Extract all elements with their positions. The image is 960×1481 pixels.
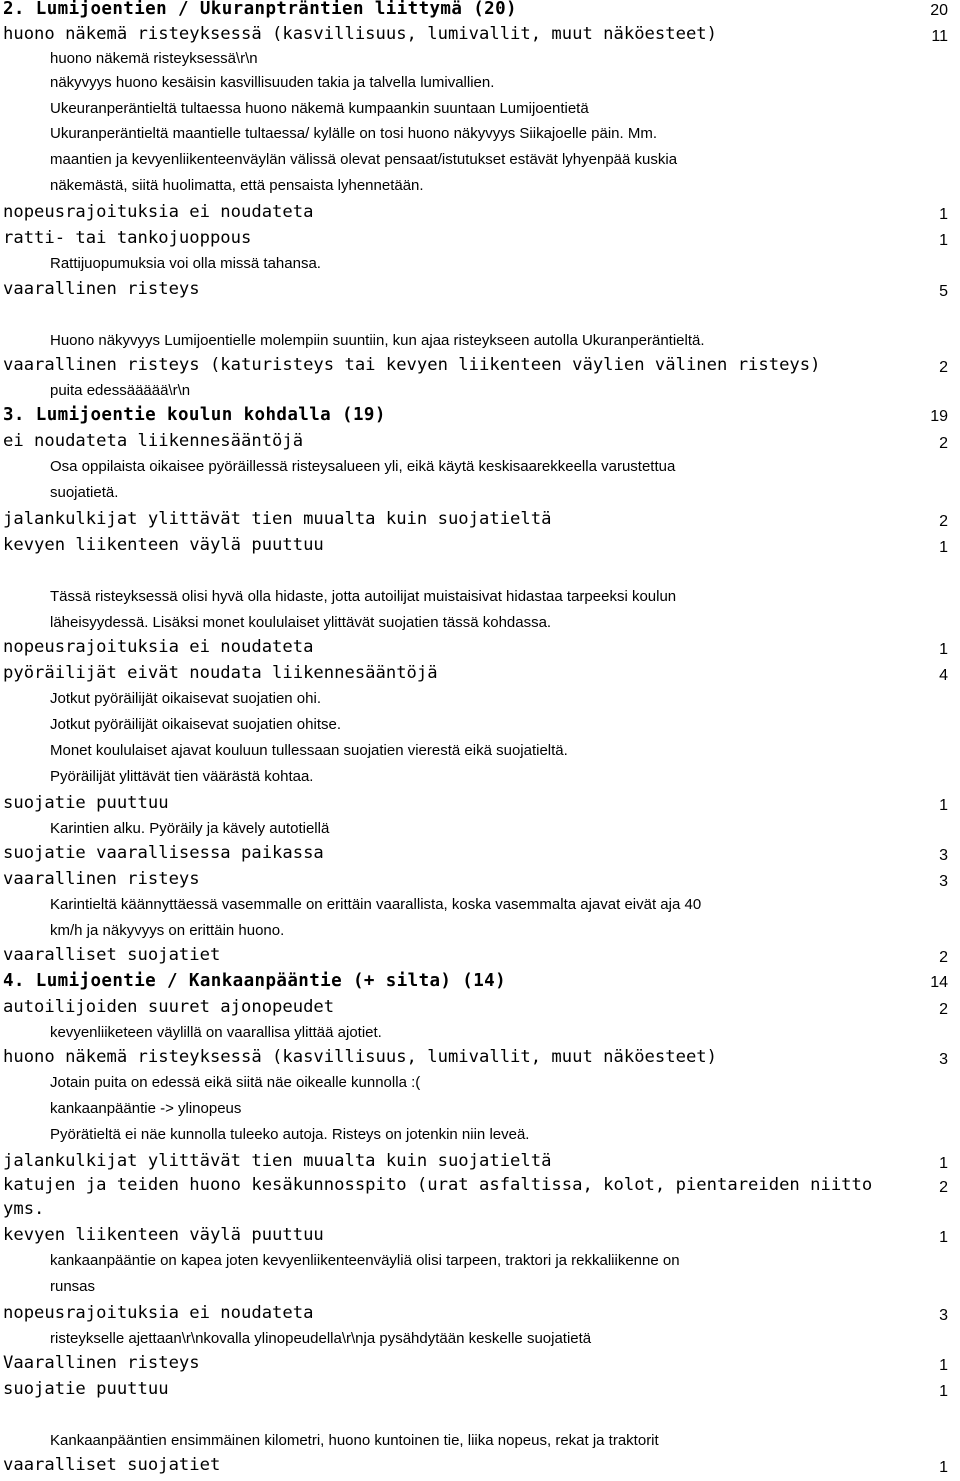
response-count: 19 bbox=[930, 408, 948, 425]
category-row: suojatie vaarallisessa paikassa bbox=[3, 843, 324, 863]
response-count: 2 bbox=[939, 435, 948, 452]
comment-line: runsas bbox=[50, 1278, 96, 1295]
response-count: 11 bbox=[931, 28, 948, 45]
response-count: 1 bbox=[939, 1155, 948, 1172]
comment-line: maantien ja kevyenliikenteenväylän välissä olevat pensaat/istutukset estävät lyhyenpää kuskia bbox=[50, 151, 678, 168]
category-row: huono näkemä risteyksessä (kasvillisuus, lumivallit, muut näköesteet) bbox=[3, 1047, 717, 1067]
category-row: ei noudateta liikennesääntöjä bbox=[3, 431, 304, 451]
response-count: 3 bbox=[939, 1051, 948, 1068]
comment-line: km/h ja näkyvyys on erittäin huono. bbox=[50, 922, 285, 939]
comment-line: Pyöräilijät ylittävät tien väärästä kohtaa. bbox=[50, 768, 314, 785]
comment-line: Ukeuranperäntieltä tultaessa huono näkemä kumpaankin suuntaan Lumijoentietä bbox=[50, 100, 589, 117]
comment-line: Karintien alku. Pyöräily ja kävely autotiellä bbox=[50, 820, 330, 837]
response-count: 1 bbox=[939, 1459, 948, 1476]
category-row: suojatie puuttuu bbox=[3, 1379, 169, 1399]
response-count: 2 bbox=[939, 513, 948, 530]
comment-line: puita edessäääää\r\n bbox=[50, 382, 191, 399]
category-row: suojatie puuttuu bbox=[3, 793, 169, 813]
category-row: vaarallinen risteys bbox=[3, 279, 200, 299]
category-row: vaaralliset suojatiet bbox=[3, 945, 221, 965]
category-row: nopeusrajoituksia ei noudateta bbox=[3, 202, 314, 222]
section-heading: 4. Lumijoentie / Kankaanpääntie (+ silta) (14) bbox=[3, 971, 507, 991]
response-count: 2 bbox=[939, 949, 948, 966]
category-row: vaarallinen risteys bbox=[3, 869, 200, 889]
comment-line: näkyvyys huono kesäisin kasvillisuuden takia ja talvella lumivallien. bbox=[50, 74, 495, 91]
response-count: 1 bbox=[939, 641, 948, 658]
category-row: vaaralliset suojatiet bbox=[3, 1455, 221, 1475]
response-count: 1 bbox=[939, 1383, 948, 1400]
comment-line: kankaanpääntie on kapea joten kevyenliikenteenväyliä olisi tarpeen, traktori ja rekkaliikenne on bbox=[50, 1252, 680, 1269]
comment-line: näkemästä, siitä huolimatta, että pensaista lyhennetään. bbox=[50, 177, 424, 194]
comment-line: Jotkut pyöräilijät oikaisevat suojatien ohi. bbox=[50, 690, 321, 707]
category-row: autoilijoiden suuret ajonopeudet bbox=[3, 997, 335, 1017]
comment-line: Rattijuopumuksia voi olla missä tahansa. bbox=[50, 255, 321, 272]
comment-line: Tässä risteyksessä olisi hyvä olla hidaste, jotta autoilijat muistaisivat hidastaa tarpeeksi koulun bbox=[50, 588, 677, 605]
category-row: jalankulkijat ylittävät tien muualta kuin suojatieltä bbox=[3, 509, 552, 529]
category-row: Vaarallinen risteys bbox=[3, 1353, 200, 1373]
category-row: nopeusrajoituksia ei noudateta bbox=[3, 637, 314, 657]
response-count: 1 bbox=[939, 232, 948, 249]
response-count: 14 bbox=[930, 974, 948, 991]
response-count: 1 bbox=[939, 1229, 948, 1246]
response-count: 1 bbox=[939, 797, 948, 814]
category-row: pyöräilijät eivät noudata liikennesääntöjä bbox=[3, 663, 438, 683]
category-row: kevyen liikenteen väylä puuttuu bbox=[3, 1225, 324, 1245]
response-count: 2 bbox=[939, 1001, 948, 1018]
comment-line: Kankaanpääntien ensimmäinen kilometri, huono kuntoinen tie, liika nopeus, rekat ja traktorit bbox=[50, 1432, 659, 1449]
section-heading: 3. Lumijoentie koulun kohdalla (19) bbox=[3, 405, 386, 425]
comment-line: Pyörätieltä ei näe kunnolla tuleeko autoja. Risteys on jotenkin niin leveä. bbox=[50, 1126, 530, 1143]
category-row: jalankulkijat ylittävät tien muualta kuin suojatieltä bbox=[3, 1151, 552, 1171]
comment-line: Jotain puita on edessä eikä siitä näe oikealle kunnolla :( bbox=[50, 1074, 421, 1091]
comment-line: kevyenliiketeen väylillä on vaarallisa ylittää ajotiet. bbox=[50, 1024, 382, 1041]
comment-line: läheisyydessä. Lisäksi monet koululaiset ylittävät suojatien tässä kohdassa. bbox=[50, 614, 552, 631]
comment-line: Monet koululaiset ajavat kouluun tullessaan suojatien vierestä eikä suojatieltä. bbox=[50, 742, 568, 759]
response-count: 4 bbox=[939, 667, 948, 684]
response-count: 1 bbox=[939, 539, 948, 556]
response-count: 5 bbox=[939, 283, 948, 300]
category-row: kevyen liikenteen väylä puuttuu bbox=[3, 535, 324, 555]
comment-line: Karintieltä käännyttäessä vasemmalle on erittäin vaarallista, koska vasemmalta ajavat eivät aja 40 bbox=[50, 896, 702, 913]
response-count: 1 bbox=[939, 1357, 948, 1374]
section-heading: 2. Lumijoentien / Ukuranpträntien liittymä (20) bbox=[3, 0, 517, 19]
comment-line: Jotkut pyöräilijät oikaisevat suojatien ohitse. bbox=[50, 716, 341, 733]
response-count: 1 bbox=[939, 206, 948, 223]
response-count: 20 bbox=[930, 2, 948, 19]
response-count: 2 bbox=[939, 1179, 948, 1196]
comment-line: kankaanpääntie -> ylinopeus bbox=[50, 1100, 242, 1117]
comment-line: suojatietä. bbox=[50, 484, 119, 501]
category-row: katujen ja teiden huono kesäkunnosspito (urat asfaltissa, kolot, pientareiden niitto bbox=[3, 1175, 873, 1195]
category-row: yms. bbox=[3, 1199, 45, 1219]
response-count: 3 bbox=[939, 1307, 948, 1324]
comment-line: Ukuranperäntieltä maantielle tultaessa/ kylälle on tosi huono näkyvyys Siikajoelle päin. Mm. bbox=[50, 125, 657, 142]
comment-line: risteykselle ajettaan\r\nkovalla ylinopeudella\r\nja pysähdytään keskelle suojatietä bbox=[50, 1330, 592, 1347]
category-row: huono näkemä risteyksessä (kasvillisuus, lumivallit, muut näköesteet) bbox=[3, 24, 717, 44]
category-row: vaarallinen risteys (katuristeys tai kevyen liikenteen väylien välinen risteys) bbox=[3, 355, 821, 375]
comment-line: huono näkemä risteyksessä\r\n bbox=[50, 50, 258, 67]
response-count: 2 bbox=[939, 359, 948, 376]
category-row: ratti- tai tankojuoppous bbox=[3, 228, 252, 248]
response-count: 3 bbox=[939, 847, 948, 864]
response-count: 3 bbox=[939, 873, 948, 890]
comment-line: Huono näkyvyys Lumijoentielle molempiin suuntiin, kun ajaa risteykseen autolla Ukuranperäntieltä. bbox=[50, 332, 705, 349]
comment-line: Osa oppilaista oikaisee pyöräillessä risteysalueen yli, eikä käytä keskisaarekkeella varustettua bbox=[50, 458, 676, 475]
category-row: nopeusrajoituksia ei noudateta bbox=[3, 1303, 314, 1323]
